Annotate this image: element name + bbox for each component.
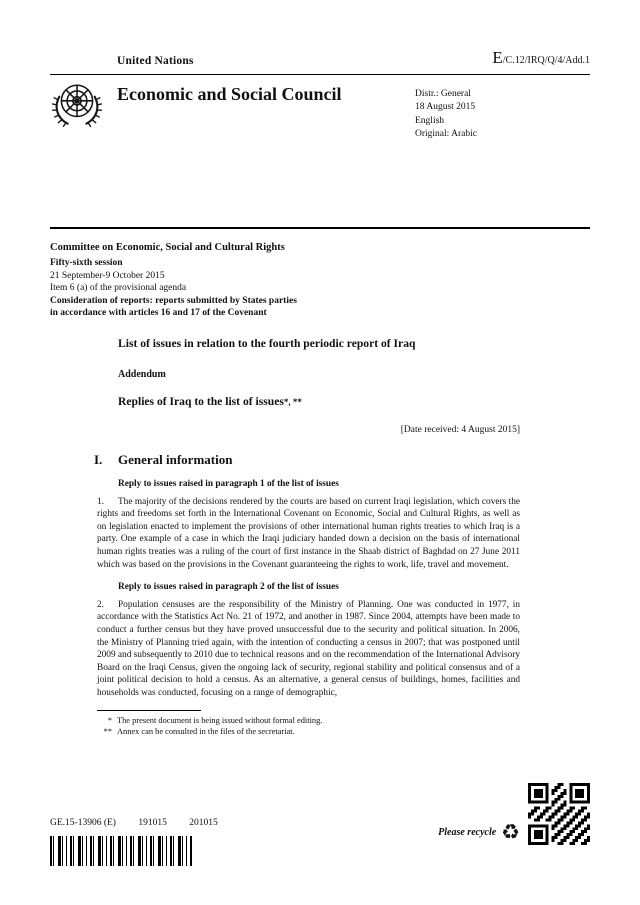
subtitle-footnote-marks: *, ** (283, 397, 302, 407)
section-title: General information (118, 452, 233, 467)
recycle-icon: ♻ (501, 820, 520, 844)
addendum-label: Addendum (118, 369, 166, 380)
footer-reference (50, 818, 218, 828)
title-block (118, 337, 520, 435)
document-symbol-prefix: E (492, 48, 503, 67)
footnote-separator (97, 710, 201, 711)
section-heading (94, 452, 520, 467)
footnote-1-text: The present document is being issued without formal editing. (117, 715, 323, 725)
document-title: List of issues in relation to the fourth periodic report of Iraq (118, 337, 416, 350)
masthead-divider (50, 227, 590, 229)
reply-heading-2: Reply to issues raised in paragraph 2 of the list of issues (118, 582, 339, 593)
paragraph-1-text: The majority of the decisions rendered by the courts are based on current Iraqi legislation, which covers the rights and freedoms set forth in the International Covenant on Economic, Social and Cultural Rights, as well as on legislation enacted to implement the provisions of other international human rights treaties to which Iraq is a party. One example of a case in which the Iraqi judiciary handed down a decision on the basis of international human rights treaties was a ruling of the court of first instance in the Shaab district of Baghdad on 27 June 2011 which was based on the provisions in the Covenant guaranteeing the rights to work, life, travel and movement. (97, 496, 520, 570)
footnote-1-mark: * (107, 715, 112, 725)
distr-original: Original: Arabic (415, 129, 477, 140)
reply-heading-1: Reply to issues raised in paragraph 1 of the list of issues (118, 479, 339, 489)
org-name: United Nations (117, 55, 194, 67)
document-symbol (492, 48, 590, 68)
paragraph-2-number: 2. (97, 599, 104, 610)
un-emblem-icon (51, 79, 103, 136)
footnote-1 (97, 715, 520, 727)
distr-date: 18 August 2015 (415, 102, 476, 113)
header-rule (50, 74, 590, 75)
date-received: [Date received: 4 August 2015] (400, 425, 520, 435)
recycle-notice (408, 822, 520, 843)
paragraph-2-text: Population censuses are the responsibility of the Ministry of Planning. One was conducted in 1977, in accordance with the Statistics Act No. 21 of 1972, and another in 1987. Since 2004, attempts have been made to conduct a further census but they have proved unsuccessful due to the security and political situation. In 2006, the Ministry of Planning tried again, with the intention of conducting a census in 2007; that was postponed until 2009 and subsequently to 2010 due to technical reasons and on the recommendation of the International Advisory Board on the Iraqi Census, given the ongoing lack of security, regional stability and political consensus and of a joint political decision to hold a census. As an alternative, a general census of buildings, homes, facilities and households was conducted, focusing on a range of demographic, (97, 599, 520, 698)
paragraph-1-number: 1. (97, 496, 104, 507)
document-symbol-suffix: /C.12/IRQ/Q/4/Add.1 (502, 55, 590, 66)
subtitle-text: Replies of Iraq to the list of issues (118, 395, 284, 408)
distr-language: English (415, 115, 445, 126)
recycle-label: Please recycle (438, 827, 497, 838)
paragraph-2 (97, 599, 520, 700)
footer-code-2: 201015 (189, 818, 218, 828)
footnote-2-text: Annex can be consulted in the files of the secretariat. (117, 727, 295, 737)
session-title: Fifty-sixth session (50, 258, 123, 269)
session-dates: 21 September-9 October 2015 (50, 270, 165, 281)
section-number: I. (94, 452, 103, 467)
committee-block (50, 242, 297, 319)
distr-line: Distr.: General (415, 89, 471, 99)
ge-number: GE.15-13906 (E) (50, 818, 116, 828)
distribution-block (415, 88, 477, 142)
agenda-title-line1: Consideration of reports: reports submitted by States parties (50, 295, 297, 306)
document-body (94, 452, 520, 738)
document-subtitle (118, 395, 520, 408)
agenda-title-line2: in accordance with articles 16 and 17 of the Covenant (50, 308, 267, 319)
qr-code (528, 783, 590, 850)
committee-name: Committee on Economic, Social and Cultural Rights (50, 242, 285, 253)
council-title: Economic and Social Council (117, 84, 342, 104)
footnote-2 (97, 726, 520, 738)
footnote-2-mark: ** (103, 727, 112, 737)
agenda-item: Item 6 (a) of the provisional agenda (50, 283, 187, 294)
footer-code-1: 191015 (138, 818, 167, 828)
paragraph-1 (97, 496, 520, 572)
footnotes-block (97, 710, 520, 738)
barcode (50, 836, 192, 866)
